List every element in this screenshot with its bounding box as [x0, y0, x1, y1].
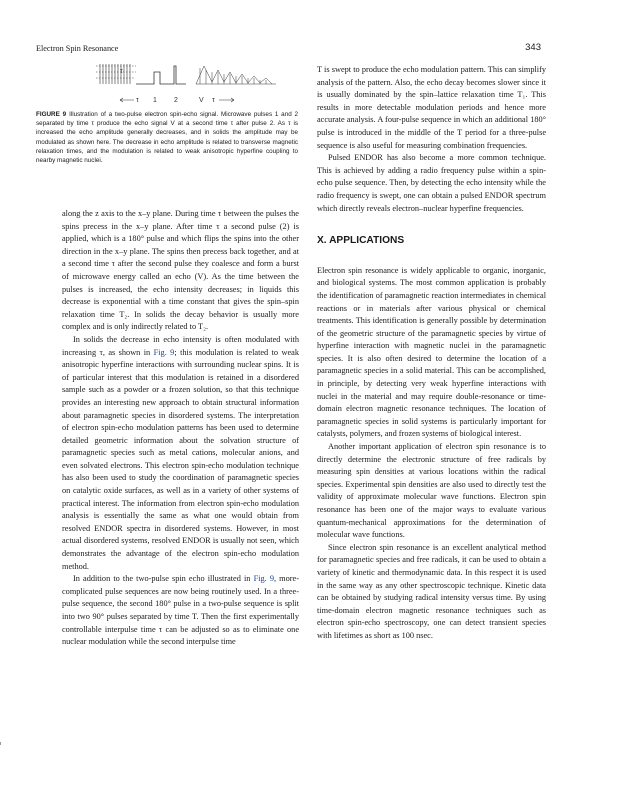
pulse-1-label: 1	[153, 97, 157, 104]
left-column	[62, 208, 299, 649]
paragraph-text: ; this modulation is related to weak anisotropic hyperfine interactions with surrounding nuclear spins. It is of particular interest that this modulation is retained in a disordered sample such as a powder or a frozen solution, so that this technique provides an interesting new approach to obtain structural information about paramagnetic species in disordered systems. The interpretation of electron spin-echo modulation patterns has been used to determine detailed geometric information about the solvation structure of paramagnetic species such as metal cations, molecular anions, and even solvated electrons. This electron spin-echo modulation technique has also been used to study the coordination of paramagnetic species on catalytic oxide surfaces, as well as in a variety of other systems of practical interest. The information from electron spin-echo modulation analysis is essentially the same as what one would obtain from resolved ENDOR spectra in disordered systems. However, in most actual disordered systems, resolved ENDOR is usually not seen, which demonstrates the advantage of the electron spin-echo modulation method.	[62, 347, 299, 571]
pulse-2-label: 2	[174, 97, 178, 104]
tau-label-right: τ	[212, 97, 215, 104]
paragraph-text: In addition to the two-pulse spin echo illustrated in	[73, 574, 254, 584]
tau-label-left: τ	[136, 97, 139, 104]
paragraph-text: In solids the decrease in echo intensity is often modulated with increasing τ, as shown in	[62, 334, 299, 357]
figure-caption	[36, 110, 298, 165]
paragraph	[62, 573, 299, 649]
running-head: Electron Spin Resonance	[36, 44, 119, 53]
figure-9-link[interactable]: Fig. 9	[253, 574, 274, 584]
right-column	[317, 64, 546, 643]
section-heading: X. APPLICATIONS	[317, 235, 405, 247]
figure-9	[36, 60, 298, 165]
paragraph	[62, 334, 299, 573]
echo-modulation	[196, 66, 276, 84]
paragraph: T is swept to produce the echo modulation pattern. This can simplify analysis of the pattern. Also, the echo decay becomes slower since it is usually dominated by the spin–lattice relaxation time T₁. This results in more detectable modulation periods and hence more accurate analysis. A four-pulse sequence in which an additional 180° pulse is introduced in the middle of the T period for a three-pulse sequence is also useful for measuring combination frequencies.	[317, 65, 546, 150]
spin-echo-diagram	[36, 60, 298, 106]
pulse-train	[96, 64, 136, 84]
paragraph-text: , more-complicated pulse sequences are now being routinely used. In a three-pulse sequence, the second 180° pulse in a two-pulse sequence is split into two 90° pulses separated by time T. Then the first experimentally controllable interpulse time τ can be adjusted so as to eliminate one nuclear modulation while the second interpulse time	[62, 574, 299, 647]
paragraph: Electron spin resonance is widely applicable to organic, inorganic, and biological systems. The most common application is probably the identification of paramagnetic reaction intermediates in chemical reactions or in materials after various physical or chemical treatments. This identification is generally possible by determination of the geometric structure of the paramagnetic species by virtue of hyperfine interaction with magnetic nuclei in the paramagnetic species. It is also often desired to determine the location of a paramagnetic species in a solid material. This can be accomplished, in principle, by detecting very weak hyperfine interactions with nuclei in the material and may require double-resonance or time-domain electron magnetic resonance techniques. The location of paramagnetic species in solid systems is particularly important for catalysts, polymers, and frozen systems of biological interest.	[317, 265, 546, 439]
tau-label-upper: τ	[120, 68, 123, 75]
page-number: 343	[525, 42, 541, 53]
tau-arrow-left	[120, 98, 134, 102]
echo-v-label: V	[199, 97, 204, 104]
paragraph: Since electron spin resonance is an excellent analytical method for paramagnetic species and free radicals, it can be used to obtain a variety of kinetic and thermodynamic data. In this respect it is used in the same way as any other spectroscopic technique. Kinetic data can be obtained by studying radical intensity versus time. By using time-domain electron magnetic resonance techniques such as electron spin-echo spectroscopy, one can detect transient species with lifetimes as short as 100 nsec.	[317, 542, 546, 640]
pulse-waveform	[136, 66, 186, 84]
margin-mark	[0, 742, 1, 745]
tau-arrow-right	[219, 98, 234, 102]
paragraph: Pulsed ENDOR has also become a more common technique. This is achieved by adding a radio frequency pulse within a spin-echo pulse sequence. Then, by detecting the echo intensity while the radio frequency is swept, one can obtain a pulsed ENDOR spectrum which directly reveals electron–nuclear hyperfine frequencies.	[317, 153, 546, 213]
figure-caption-text: Illustration of a two-pulse electron spin-echo signal. Microwave pulses 1 and 2 separated by time τ produce the echo signal V at a second time τ after pulse 2. As τ is increased the echo amplitude generally decreases, and in solids the amplitude may be modulated as shown here. The decrease in echo amplitude is related to transverse magnetic relaxation times, and the modulation is related to weak anisotropic hyperfine coupling to nearby magnetic nuclei.	[36, 111, 298, 165]
paragraph: along the z axis to the x–y plane. During time τ between the pulses the spins precess in the x–y plane. After time τ a second pulse (2) is applied, which is a 180° pulse and which flips the spins into the other direction in the x–y plane. The spins then precess back together, and at a second time τ after the second pulse they coalesce and form a burst of microwave energy called an echo (V). As the time between the pulses is increased, the echo intensity decreases; in liquids this decrease is exponential with a time constant that gives the spin–spin relaxation time T₂. In solids the decay behavior is usually more complex and is only indirectly related to T₂.	[62, 209, 299, 332]
figure-label: FIGURE 9	[36, 111, 67, 118]
diagram-labels	[120, 68, 234, 104]
paragraph: Another important application of electron spin resonance is to directly determine the electronic structure of free radicals by measuring spin densities at various locations within the radical species. Experimental spin densities are also used to directly test the validity of approximate molecular wave functions. Electron spin resonance has been one of the major ways to evaluate various quantum-mechanical approximations for the determination of molecular wave functions.	[317, 442, 546, 540]
figure-9-link[interactable]: Fig. 9	[153, 347, 175, 357]
